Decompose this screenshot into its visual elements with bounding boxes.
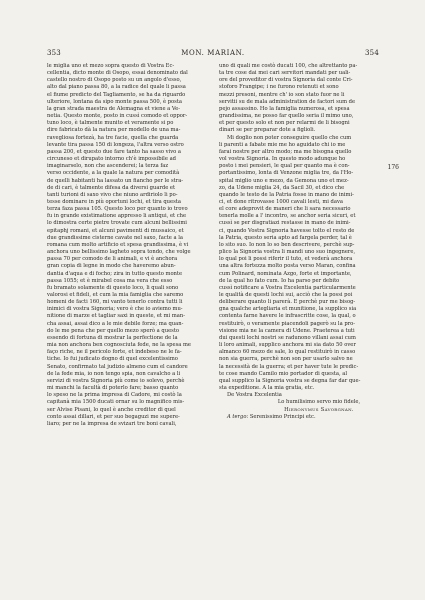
text-line: passa 200, et questo due fare tanto ha sasso vivo a [47, 148, 182, 155]
text-line: contenta farne havere le infrascritte cose, la qual, o [219, 313, 356, 320]
text-line: dinari se per preparar dote a figlioli. [219, 127, 316, 134]
text-line: stoforo Frangipe; i ne furono retenuti et sono [219, 84, 339, 91]
text-line: la Patria, questo seria apto ad fargela perder, tal è [219, 234, 352, 241]
text-line: epitaphj romani, et alcuni pavimenti di mussaico, et [47, 227, 184, 234]
text-line: circuneso et dirupato intorno ch'è impossibile ad [47, 156, 176, 163]
text-line: fu in grande existimatione appresso li antiqui, et che [47, 213, 187, 220]
text-line: plico la Signoria vostra li mandi uno suo ingegnere, [219, 249, 356, 256]
text-line: el fiume predicto del Tagliamento, se ha da riguardo [47, 91, 186, 98]
text-line: lo speso ne la prima impresa di Cadore, mi costò la [47, 392, 182, 399]
text-line: ore del proveditor di vostra Signoria dal conte Cri- [219, 77, 353, 84]
text-line: dire fabricato dà la natura per modello de una ma- [47, 127, 181, 134]
text-line: grandissima, ne posso far quello seria il mimo uno, [219, 113, 354, 120]
text-line: ser Alvise Pisani, lo quel è anche creditor di quel [47, 406, 176, 413]
text-line: imaginarselo, non che ascenderei; la terza faz [47, 163, 169, 170]
text-line: qual supplico la Signoria vostra se degna far dar que- [219, 377, 361, 384]
text-line: conto assai dillari, et per suo begaguzi me supere- [47, 413, 180, 420]
text-line: pejo assassino. Ho la famiglia numerosa, et spesa [219, 105, 350, 112]
text-line: de la fede mia, io non tengo spia, non cavalcho a li [47, 370, 181, 377]
text-line: visione mia ne la camera di Udene. Praeterea a tuti [219, 327, 355, 334]
text-columns [47, 63, 379, 428]
text-line: levante tira passa 150 di longeza, l'altra verso ostro [47, 141, 184, 148]
closing-servo: Lo humilisimo servo mio fidele, [277, 399, 361, 406]
text-line: inimici di vostra Signoria; vero è che io aviemo mu- [47, 306, 183, 313]
text-line: lo qual poi li possi riferir il tuto, et vederà anchora [219, 256, 353, 263]
text-line: te cose mando Camilo mio portador di questa, al [219, 370, 348, 377]
page-header [47, 49, 379, 61]
text-line: servitii su de mala administration de factori sum de [219, 98, 356, 105]
text-line: farai nostre per altro modo; ma me bisogna quello [219, 148, 352, 155]
text-line: lo dimostra certe pietre trovate cum alcuni bellissimi [47, 220, 187, 227]
text-line: cussì notificare a Vostra Excelentia particularmente [219, 284, 356, 291]
text-line: Senato, confirmato tal judizio almeno cum el candore [47, 363, 188, 370]
text-line: Mi doglio non poter conseguire quello che cum [227, 134, 352, 141]
text-line: ci, et done ritrovasse 1000 cavali lesti, mi dava [219, 198, 343, 205]
left-column [47, 63, 207, 428]
text-line: le qualità de questi lochi sui, acciò che la possi poi [219, 292, 353, 298]
text-line: fu bramato solamente di questo loco, li quali sono [47, 284, 179, 291]
page-number-right: 354 [365, 49, 379, 57]
text-line: posto i mei pensieri, le qual per quanto ma è con- [219, 163, 350, 170]
text-line: non sia guerra, perchè non son per usarlo salvo ne [219, 356, 353, 363]
page-number-left: 353 [47, 49, 61, 57]
running-title: MON. MARIAN. [181, 49, 245, 57]
atergo-label: A tergo: [227, 413, 249, 420]
right-column-body [219, 63, 379, 399]
text-line: anchora uno bellissimo lagheto sopra tondo, che volge [47, 249, 191, 256]
text-line: mia non anchora ben cognosciuta fede, ne la spesa me [47, 342, 191, 349]
text-line: le miglia uno et mezo sopra questo di Vostra Ec- [47, 63, 175, 69]
text-line: cussì se per disgratiazi restasse in mano de inimi- [219, 220, 351, 227]
text-line: verso occidente, a la quale la natura per comodità [47, 170, 180, 177]
text-line: li parenti a fabate mie me ho aguidato chi io me [219, 141, 346, 148]
text-line: restituirò, o veramente piacendoli pagerò su la pro- [219, 320, 356, 327]
margin-line-number: 176 [387, 164, 399, 171]
text-line: uno di quali me costò ducati 100, che altrettanto pa- [219, 63, 358, 69]
text-line: ta tre cose dai mei cari servitori mandati per uali- [219, 70, 351, 77]
text-line: mi manchi la facultà di poterlo fare; basso quanto [47, 385, 179, 392]
text-line: do le me pena che per quello mezo sperò a questo [47, 327, 180, 334]
text-line: almanco 60 mezo de sale, lo qual restituirò in casso [219, 349, 356, 356]
text-line: ci, quando Vostra Signoria havesse tolto el resto de [219, 227, 355, 234]
text-line: dantia d'aqua e di focho; zira in tutto questo monte [47, 270, 183, 277]
text-line: la necessità de la guerra; et per haver tute le predic- [219, 363, 359, 370]
text-line: zo, da Udene miglia 24, da Sacil 30, et dico che [219, 184, 345, 191]
text-line: homeni de facti 160, mi vanto tenerlo contra tutti li [47, 299, 183, 306]
text-line: tenerla molle a l' incontro, se anchor seria sicuri, et [219, 213, 356, 220]
text-line: terza faza passa 105. Questo loco per quanto io trovo [47, 206, 188, 213]
text-line: et per questo solo et non per relarmi de li bisogni [219, 120, 350, 127]
text-line: una altra fortezza molto posta verso Maran, confina [219, 263, 356, 270]
atergo-text: Serenissimo Principi etc. [248, 413, 316, 420]
text-line: passa 70 per comodo de li animali, e vi è anchora [47, 256, 178, 263]
right-column [219, 63, 379, 428]
text-line: lo sito suo. Io non lo so ben descrivere, perchè sup- [219, 241, 355, 248]
text-line: tanti turioni di saxo vivo che niuno ardiriolo li po- [47, 191, 178, 198]
text-line: gna qualche artegliaria et munitione, la supplico sia [219, 306, 357, 313]
text-line: De Vostra Excelentia [227, 392, 282, 399]
text-line: tesse dominare in più oportuni lochi, et tira questa [47, 198, 181, 205]
text-line: netia. Questo monte, posto in cussì comodo et oppor- [47, 113, 188, 120]
text-line: de la qual ho fato cum. Io ha parso per debito [219, 277, 340, 284]
text-line: tuno loco, è talmente munito et veramente si po [47, 120, 174, 127]
text-line: spital miglio uno e mezo, da Gemona uno et mez- [219, 177, 349, 184]
text-line: portantissimo, lonta di Venzone miglia tre, da l'Ho- [219, 170, 354, 177]
text-line: el core adeprovit de maneri che li sara necessario [219, 206, 351, 213]
text-line: liaro; per ne la impresa de svizari tre boni cavali, [47, 420, 177, 427]
text-line: de quelli habitanti ha lassato un fiancho per le stra- [47, 177, 184, 184]
closing-atergo [219, 414, 379, 421]
text-line: valorosi et fideli, et cum la mia famiglia che saremo [47, 292, 184, 298]
text-line: cellentia, dicto monte di Osopo, essai denominato dal [47, 70, 188, 77]
text-line: passa 1055; et è mirabel cosa ma vera che esso [47, 277, 173, 284]
text-line: sta expeditione. A la mia gratia, etc. [219, 385, 315, 392]
text-line: nitione di marze et tagliar saxi in queste, et mi man- [47, 313, 185, 320]
text-line: cha assai, assai dico a le mie debile forze; ma quan- [47, 320, 184, 327]
text-line: vol vostra Signoria. In questo modo adunque ho [219, 156, 346, 163]
text-line: capitanà mia 1500 ducati ornar su lo magnifico mis- [47, 399, 185, 406]
text-line: mezzi presoni, mentre ch' io son stato fuor ne li [219, 91, 345, 98]
text-line: ulteriore, lontana da sipo monte passa 500, è posta [47, 98, 182, 105]
text-line: tiche. Io fui judicato dogno di quel excelentissimo [47, 356, 178, 363]
text-line: cum Polinard, nominata Azgo, forte et importante, [219, 270, 352, 277]
text-line: de di cari, è talmente difesa da diversi guarde et [47, 184, 176, 191]
text-line: dui questi lochi nostri se radunono villani assai cum [219, 334, 356, 341]
text-line: la gran strada maestra de Alemagna et viene a Ve- [47, 105, 181, 112]
closing-signature: Hieronymus Savorgnan. [284, 406, 354, 413]
text-line: quando le testo de la Patria fosse in mano de inimi- [219, 191, 354, 198]
text-line: li loro animali, supplico anchora mi sia dato 50 over [219, 342, 356, 349]
text-line: castello nostro di Osopo posto su un angolo d'esso, [47, 77, 182, 84]
text-line: essendo di fortuna di mostrar la perfectione de la [47, 334, 178, 341]
text-line: deliberare quanto li parerà. E perchè pur me bisog- [219, 299, 356, 306]
text-line: ravegliosa fortezà, ha tre facie, quella che guarda [47, 134, 179, 141]
text-line: alto dal piano passa 80, a la radice del quale li passa [47, 84, 186, 91]
text-line: due grandissime cisterne cavate nel saxo, facte a la [47, 234, 183, 241]
text-line: servizi di vostra Signoria più come io solevo, perchè [47, 377, 185, 384]
text-line: romana cum molto artificio et spesa grandissima, è vi [47, 241, 189, 248]
letter-closing [219, 399, 379, 420]
text-line: gran copia di legne in modo che haveremo abun- [47, 263, 176, 270]
text-line: faço riche, ne il pericolo forte, et indebeso ne le fa- [47, 349, 182, 356]
